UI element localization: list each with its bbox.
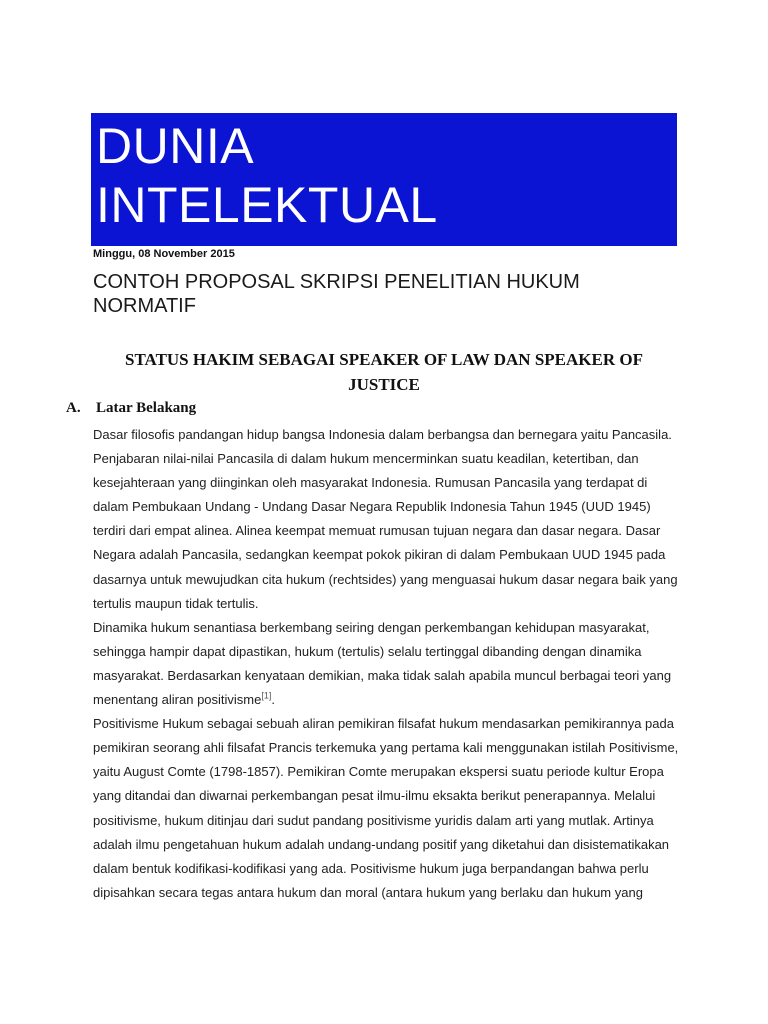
blog-title[interactable] <box>96 117 438 235</box>
body-line: Dasar filosofis pandangan hidup bangsa Indonesia dalam berbangsa dan bernegara yaitu Pancasila. <box>93 427 672 442</box>
body-line: dipisahkan secara tegas antara hukum dan moral (antara hukum yang berlaku dan hukum yang <box>93 884 643 900</box>
footnote-line-text: menentang aliran positivisme <box>93 692 262 708</box>
body-line: tertulis maupun tidak tertulis. <box>93 595 259 611</box>
footnote-line-end: . <box>271 692 276 708</box>
body-line: pemikiran seorang ahli filsafat Prancis terkemuka yang pertama kali menggunakan istilah Positivisme, <box>93 740 679 756</box>
body-line: adalah ilmu pengetahuan hukum adalah undang-undang positif yang diketahui dan disistematikakan <box>93 836 670 852</box>
body-line: terdiri dari empat alinea. Alinea keempat memuat rumusan tujuan negara dan dasar negara. Dasar <box>93 523 661 539</box>
body-line: dasarnya untuk mewujudkan cita hukum (rechtsides) yang menguasai hukum dasar negara baik yang <box>93 571 678 587</box>
body-line-with-footnote <box>93 688 683 712</box>
body-line: Dinamika hukum senantiasa berkembang seiring dengan perkembangan kehidupan masyarakat, <box>93 619 650 635</box>
body-line: positivisme, hukum ditinjau dari sudut pandang positivisme yuridis dalam arti yang mutlak. Artinya <box>93 812 654 828</box>
body-line: yaitu August Comte (1798-1857). Pemikiran Comte merupakan ekspersi suatu periode kultur Eropa <box>93 764 664 780</box>
body-line: dalam bentuk kodifikasi-kodifikasi yang ada. Positivisme hukum juga berpandangan bahwa perlu <box>93 860 649 876</box>
body-line: Positivisme Hukum sebagai sebuah aliran pemikiran filsafat hukum mendasarkan pemikirannya pada <box>93 716 674 732</box>
document-heading <box>93 347 675 397</box>
body-line: kesejahteraan yang diinginkan oleh masyarakat Indonesia. Rumusan Pancasila yang terdapat di <box>93 475 648 491</box>
section-title: Latar Belakang <box>96 400 197 416</box>
blog-title-line-2: INTELEKTUAL <box>96 177 438 233</box>
body-line: Penjabaran nilai-nilai Pancasila di dalam hukum mencerminkan suatu keadilan, ketertiban, dan <box>93 451 639 467</box>
blog-header-banner[interactable] <box>91 113 677 246</box>
body-line: sehingga hampir dapat dipastikan, hukum (tertulis) selalu tertinggal dibanding dengan dinamika <box>93 643 642 659</box>
post-date: Minggu, 08 November 2015 <box>93 248 235 260</box>
section-number: A. <box>66 400 81 416</box>
body-text <box>93 423 683 905</box>
body-line: yang ditandai dan diwarnai perkembangan pesat ilmu-ilmu eksakta berikut penerapannya. Melalui <box>93 788 656 804</box>
document-heading-line-2: JUSTICE <box>348 375 420 394</box>
footnote-link[interactable]: [1] <box>261 690 272 701</box>
post-title-line-2: NORMATIF <box>93 295 196 317</box>
post-title-line-1: CONTOH PROPOSAL SKRIPSI PENELITIAN HUKUM <box>93 271 580 293</box>
body-line: dalam Pembukaan Undang - Undang Dasar Negara Republik Indonesia Tahun 1945 (UUD 1945) <box>93 499 651 515</box>
blog-title-line-1: DUNIA <box>96 118 255 174</box>
post-title[interactable] <box>93 270 653 318</box>
section-heading <box>66 400 196 417</box>
document-heading-line-1: STATUS HAKIM SEBAGAI SPEAKER OF LAW DAN SPEAKER OF <box>125 350 643 369</box>
body-line: Negara adalah Pancasila, sedangkan keempat pokok pikiran di dalam Pembukaan UUD 1945 pada <box>93 547 666 563</box>
body-line: masyarakat. Berdasarkan kenyataan demikian, maka tidak salah apabila muncul berbagai teori yang <box>93 667 672 683</box>
